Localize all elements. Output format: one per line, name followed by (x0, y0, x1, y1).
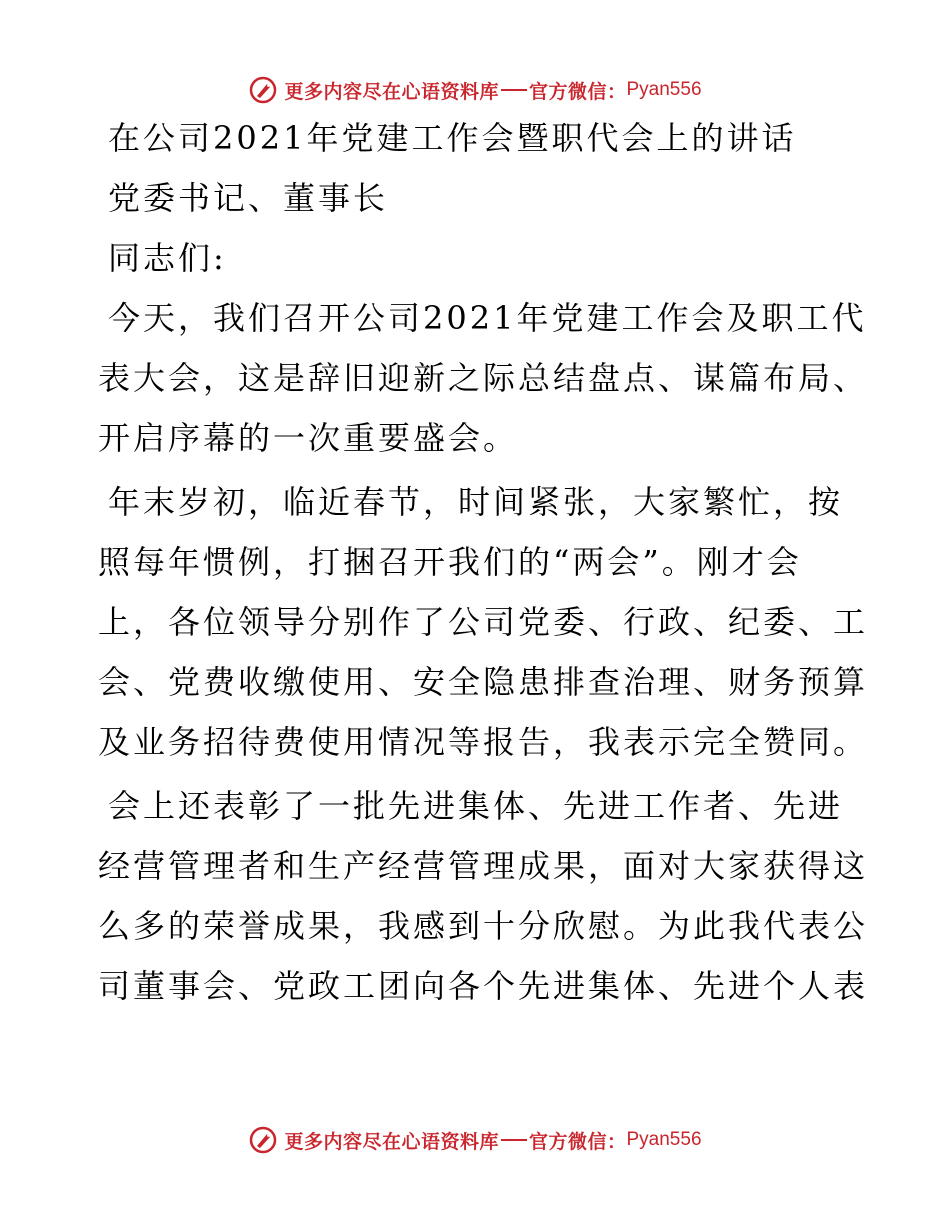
paragraph-line: 么多的荣誉成果，我感到十分欣慰。为此我代表公 (98, 907, 869, 945)
document-body (98, 118, 869, 1030)
speaker-line: 党委书记、董事长 (108, 179, 389, 217)
paragraph-line: 开启序幕的一次重要盛会。 (98, 419, 519, 457)
paragraph-1 (98, 298, 869, 458)
watermark-wechat-label: 官方微信： (528, 1130, 627, 1153)
watermark-text: 更多内容尽在心语资料库 (284, 1130, 499, 1153)
paragraph-line: 会、党费收缴使用、安全隐患排查治理、财务预算 (98, 663, 869, 701)
salutation: 同志们: (108, 239, 227, 277)
document-title: 在公司2021年党建工作会暨职代会上的讲话 (108, 119, 797, 157)
paragraph-2 (98, 482, 869, 762)
watermark-account: Pyan556 (626, 79, 702, 100)
pen-nib-logo-icon (248, 75, 278, 105)
watermark-account: Pyan556 (626, 1129, 702, 1150)
watermark-banner-top (0, 70, 950, 110)
watermark-text: 更多内容尽在心语资料库 (284, 80, 499, 103)
paragraph-line: 司董事会、党政工团向各个先进集体、先进个人表 (98, 967, 869, 1005)
paragraph-line: 会上还表彰了一批先进集体、先进工作者、先进 (108, 787, 844, 825)
paragraph-line: 表大会，这是辞旧迎新之际总结盘点、谋篇布局、 (98, 359, 869, 397)
pen-nib-logo-icon (248, 1125, 278, 1155)
paragraph-line: 照每年惯例，打捆召开我们的“两会”。刚才会 (98, 543, 802, 581)
watermark-separator (501, 1139, 527, 1141)
watermark-wechat-label: 官方微信： (528, 80, 627, 103)
paragraph-line: 经营管理者和生产经营管理成果，面对大家获得这 (98, 847, 869, 885)
paragraph-line: 上，各位领导分别作了公司党委、行政、纪委、工 (98, 603, 869, 641)
watermark-banner-bottom (0, 1120, 950, 1160)
paragraph-line: 今天，我们召开公司2021年党建工作会及职工代 (108, 299, 867, 337)
paragraph-3 (98, 786, 869, 1006)
paragraph-line: 及业务招待费使用情况等报告，我表示完全赞同。 (98, 723, 869, 761)
paragraph-line: 年末岁初，临近春节，时间紧张，大家繁忙，按 (108, 483, 844, 521)
watermark-separator (501, 89, 527, 91)
